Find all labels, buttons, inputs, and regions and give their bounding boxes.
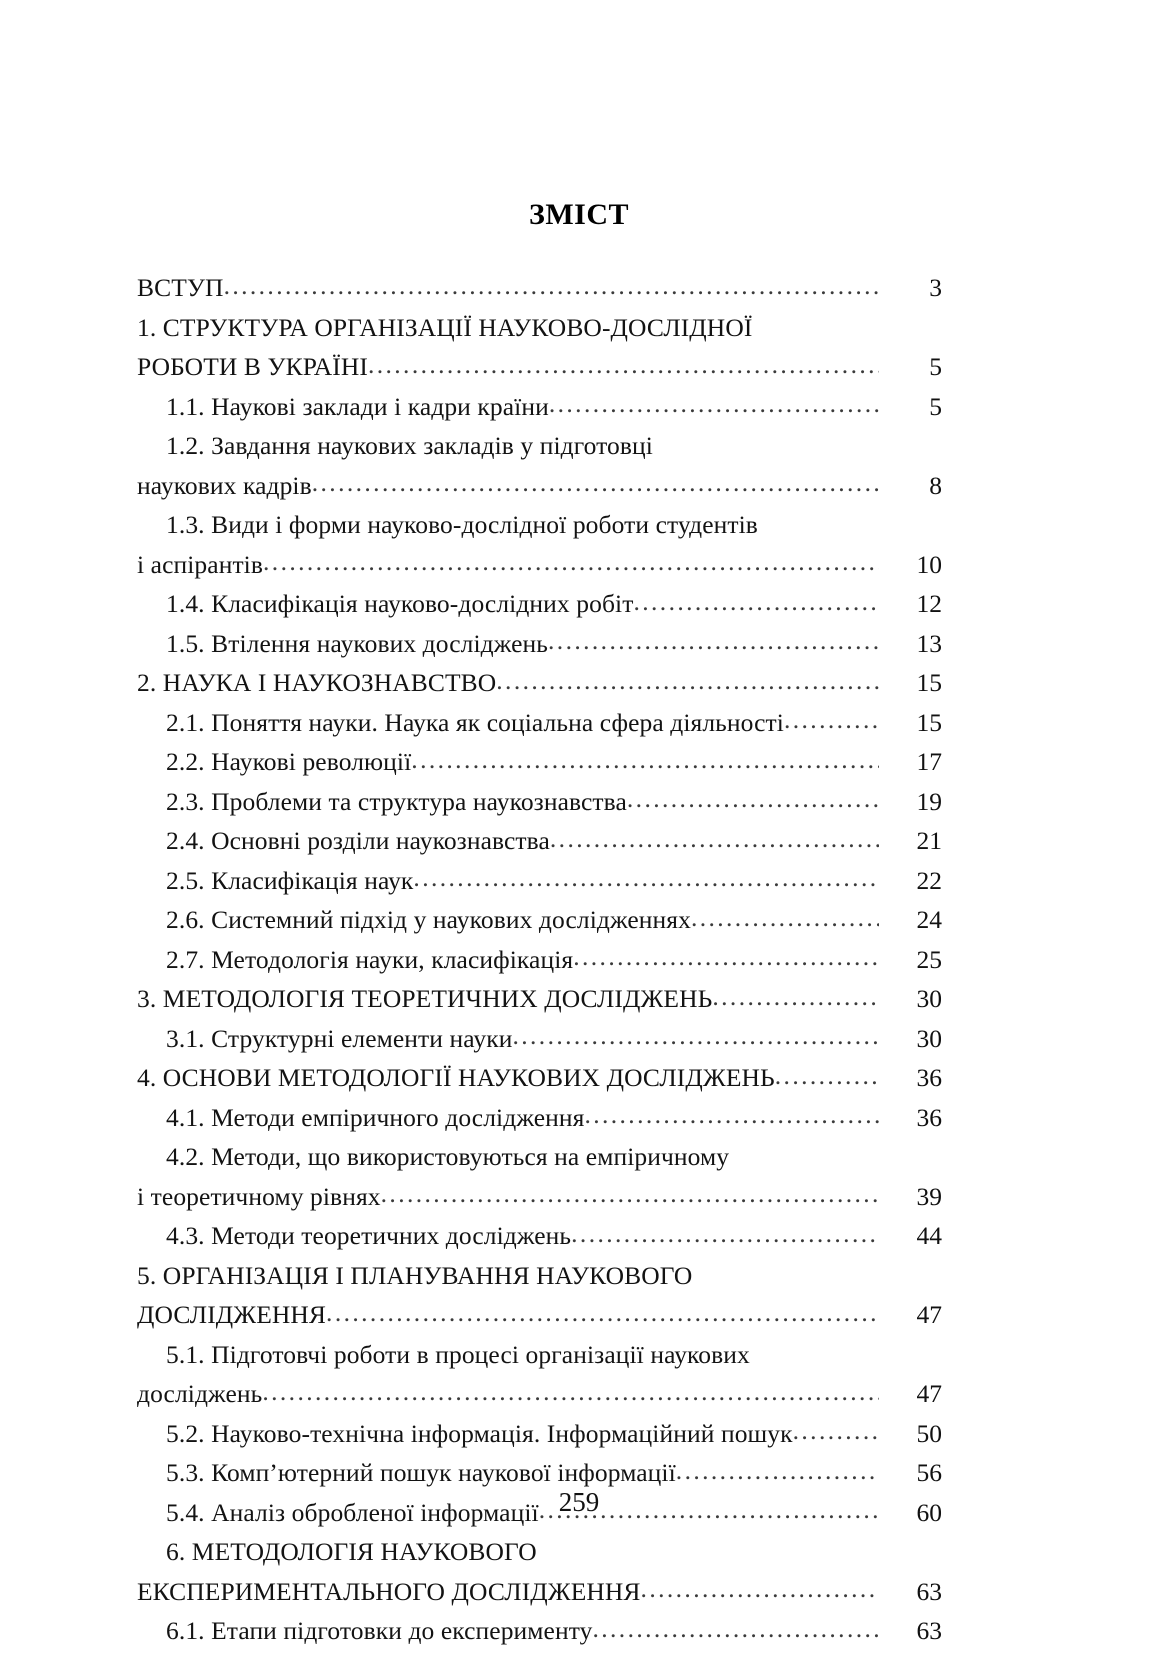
toc-leader-dots [411,749,879,775]
toc-entry[interactable] [137,545,942,585]
toc-entry-page-number: 15 [916,707,942,737]
toc-entry[interactable] [137,466,942,506]
toc-entry[interactable] [137,821,942,861]
toc-entry[interactable] [137,1532,942,1572]
toc-entry-label: 2.1. Поняття науки. Наука як соціальна сфера діяльності [166,707,784,737]
toc-leader-dots [750,1342,879,1368]
toc-entry-label: 4.3. Методи теоретичних досліджень [166,1221,572,1250]
toc-entry-label: 4. ОСНОВИ МЕТОДОЛОГІЇ НАУКОВИХ ДОСЛІДЖЕНЬ [137,1063,775,1092]
toc-entry[interactable] [137,268,942,308]
toc-entry-label: 4.1. Методи емпіричного дослідження [166,1102,585,1132]
toc-entry-label: 6.1. Етапи підготовки до експерименту [166,1616,593,1645]
toc-leader-dots [793,1421,879,1447]
toc-entry[interactable] [137,1216,942,1256]
toc-entry-label: 1.4. Класифікація науково-дослідних робіт [166,589,634,618]
toc-entry[interactable] [137,584,942,624]
toc-leader-dots [691,907,879,933]
toc-entry-label: 5.2. Науково-технічна інформація. Інформаційний пошук [166,1418,793,1448]
toc-entry[interactable] [137,1177,942,1217]
toc-entry-label: 4.2. Методи, що використовуються на емпіричному [166,1142,730,1171]
toc-entry-page-number: 22 [916,865,942,895]
toc-entry-label: ДОСЛІДЖЕННЯ [137,1300,327,1329]
toc-entry-label: 5.1. Підготовчі роботи в процесі організації наукових [166,1339,750,1369]
toc-entry-label: ЕКСПЕРИМЕНТАЛЬНОГО ДОСЛІДЖЕННЯ [137,1576,641,1606]
toc-leader-dots [784,710,879,736]
toc-entry[interactable] [137,1611,942,1651]
toc-entry-label: РОБОТИ В УКРАЇНІ [137,352,368,381]
toc-leader-dots [381,1184,879,1210]
toc-leader-dots [573,947,879,973]
toc-entry-page-number: 39 [916,1181,942,1211]
toc-leader-dots [633,591,879,617]
toc-entry[interactable] [137,900,942,940]
toc-entry[interactable] [137,1374,942,1414]
toc-entry-page-number: 3 [929,273,942,302]
toc-entry-label: 2.5. Класифікація наук [166,865,414,895]
toc-entry-label: 1. СТРУКТУРА ОРГАНІЗАЦІЇ НАУКОВО-ДОСЛІДНОЇ [137,312,753,342]
toc-entry-label: 2.3. Проблеми та структура наукознавства [166,786,627,816]
toc-leader-dots [641,1579,879,1605]
toc-entry-label: 2. НАУКА І НАУКОЗНАВСТВО [137,668,497,697]
toc-entry[interactable] [137,1137,942,1177]
toc-entry-page-number: 60 [916,1497,942,1527]
toc-entry[interactable] [137,1019,942,1059]
toc-entry-page-number: 8 [929,470,942,500]
toc-leader-dots [758,512,879,538]
toc-entry[interactable] [137,979,942,1019]
toc-entry-page-number: 44 [916,1221,942,1250]
toc-entry[interactable] [137,624,942,664]
toc-entry[interactable] [137,426,942,466]
toc-entry-page-number: 47 [916,1300,942,1329]
toc-leader-dots [326,1302,879,1328]
toc-entry-label: і теоретичному рівнях [137,1181,381,1211]
toc-entry-page-number: 5 [929,391,942,421]
toc-entry-label: і аспірантів [137,549,264,579]
toc-entry[interactable] [137,1414,942,1454]
toc-leader-dots [571,1223,879,1249]
toc-leader-dots [627,789,879,815]
toc-entry-label: 1.5. Втілення наукових досліджень [166,628,549,658]
toc-entry[interactable] [137,940,942,980]
table-of-contents [137,268,942,1651]
toc-leader-dots [368,354,879,380]
toc-entry-page-number: 17 [916,747,942,776]
toc-entry[interactable] [137,703,942,743]
toc-entry[interactable] [137,742,942,782]
toc-entry-page-number: 24 [916,905,942,934]
toc-entry[interactable] [137,1335,942,1375]
toc-entry-label: 2.2. Наукові революції [166,747,412,776]
toc-entry-label: 5.4. Аналіз обробленої інформації [166,1497,539,1527]
page-title: ЗМІСТ [529,198,629,231]
toc-entry-page-number: 30 [916,1023,942,1053]
toc-entry-label: досліджень [137,1379,263,1408]
toc-leader-dots [224,275,879,301]
toc-leader-dots [550,828,879,854]
toc-leader-dots [537,1539,879,1565]
toc-leader-dots [496,670,879,696]
toc-entry-label: 5.3. Комп’ютерний пошук наукової інформації [166,1458,676,1487]
toc-entry[interactable] [137,308,942,348]
toc-entry-label: 2.7. Методологія науки, класифікація [166,944,574,974]
toc-leader-dots [752,315,879,341]
toc-entry[interactable] [137,663,942,703]
toc-leader-dots [592,1618,879,1644]
toc-leader-dots [262,1381,879,1407]
toc-entry-page-number: 5 [929,352,942,381]
toc-entry-page-number: 21 [916,826,942,855]
toc-entry-page-number: 47 [916,1379,942,1408]
toc-entry[interactable] [137,347,942,387]
page-folio: 259 [558,1487,600,1517]
toc-entry[interactable] [137,1572,942,1612]
toc-entry-label: 6. МЕТОДОЛОГІЯ НАУКОВОГО [166,1537,537,1566]
toc-entry-page-number: 36 [916,1063,942,1092]
toc-entry-page-number: 25 [916,944,942,974]
toc-entry-label: наукових кадрів [137,470,312,500]
toc-entry-label: 1.1. Наукові заклади і кадри країни [166,391,549,421]
toc-entry-page-number: 19 [916,786,942,816]
toc-leader-dots [584,1105,879,1131]
toc-entry-label: 1.2. Завдання наукових закладів у підготовці [166,431,653,460]
toc-entry-page-number: 13 [916,628,942,658]
toc-leader-dots [729,1144,879,1170]
toc-entry[interactable] [137,782,942,822]
toc-entry-page-number: 36 [916,1102,942,1132]
toc-entry[interactable] [137,861,942,901]
toc-leader-dots [653,433,879,459]
toc-entry-label: 5. ОРГАНІЗАЦІЯ І ПЛАНУВАННЯ НАУКОВОГО [137,1260,693,1290]
toc-entry-label: 1.3. Види і форми науково-дослідної роботи студентів [166,510,758,539]
toc-entry-label: 2.4. Основні розділи наукознавства [166,826,550,855]
toc-entry-label: 3. МЕТОДОЛОГІЯ ТЕОРЕТИЧНИХ ДОСЛІДЖЕНЬ [137,984,713,1013]
toc-entry-page-number: 10 [916,549,942,579]
toc-leader-dots [548,631,879,657]
toc-entry[interactable] [137,1098,942,1138]
toc-leader-dots [712,986,879,1012]
toc-leader-dots [692,1263,879,1289]
toc-entry-page-number: 56 [916,1458,942,1487]
toc-entry[interactable] [137,387,942,427]
toc-entry-page-number: 12 [916,589,942,618]
toc-entry-label: ВСТУП [137,273,224,302]
toc-entry[interactable] [137,1256,942,1296]
toc-entry-page-number: 63 [916,1576,942,1606]
toc-entry-page-number: 30 [916,984,942,1013]
toc-leader-dots [512,1026,879,1052]
toc-leader-dots [549,394,879,420]
toc-leader-dots [413,868,879,894]
toc-entry[interactable] [137,1058,942,1098]
toc-leader-dots [775,1065,879,1091]
toc-leader-dots [676,1460,879,1486]
toc-entry-label: 3.1. Структурні елементи науки [166,1023,513,1053]
toc-entry[interactable] [137,1295,942,1335]
toc-leader-dots [263,552,879,578]
toc-entry[interactable] [137,505,942,545]
toc-entry-page-number: 15 [916,668,942,697]
toc-entry-page-number: 63 [916,1616,942,1645]
toc-entry-page-number: 50 [916,1418,942,1448]
toc-entry-label: 2.6. Системний підхід у наукових дослідженнях [166,905,691,934]
toc-leader-dots [312,473,879,499]
